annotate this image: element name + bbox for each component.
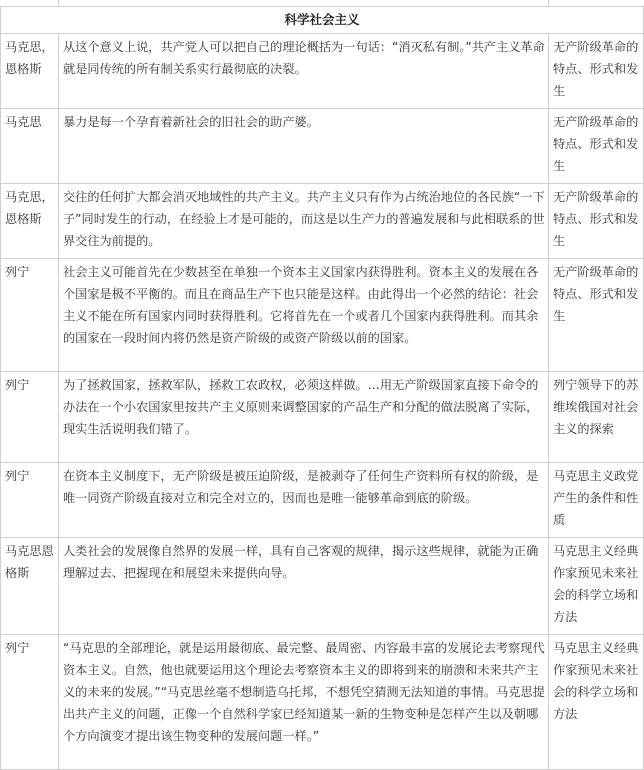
section-title: 科学社会主义 — [1, 7, 644, 34]
table-row — [1, 109, 644, 184]
author-cell: 马克思恩格斯 — [1, 538, 59, 635]
topic-cell: 无产阶级革命的特点、形式和发生 — [549, 34, 644, 109]
topic-cell: 无产阶级革命的特点、形式和发生 — [549, 184, 644, 259]
table-title-row — [1, 7, 644, 34]
topic-cell: 马克思主义经典作家预见未来社会的科学立场和方法 — [549, 538, 644, 635]
author-cell: 列宁 — [1, 259, 59, 372]
quote-cell: 交往的任何扩大都会消灭地域性的共产主义。共产主义只有作为占统治地位的各民族“一下子”同时发生的行动，在经验上才是可能的，而这是以生产力的普遍发展和与此相联系的世界交往为前提的。 — [59, 184, 549, 259]
table-row — [1, 34, 644, 109]
table-row — [1, 184, 644, 259]
table-row — [1, 538, 644, 635]
author-cell: 列宁 — [1, 635, 59, 770]
table-row — [1, 372, 644, 463]
author-cell: 列宁 — [1, 463, 59, 538]
author-cell: 列宁 — [1, 372, 59, 463]
table-row — [1, 259, 644, 372]
quote-cell: 人类社会的发展像自然界的发展一样，具有自己客观的规律，揭示这些规律，就能为正确理解过去、把握现在和展望未来提供向导。 — [59, 538, 549, 635]
topic-cell: 无产阶级革命的特点、形式和发生 — [549, 109, 644, 184]
author-cell: 马克思，恩格斯 — [1, 184, 59, 259]
topic-cell: 无产阶级革命的特点、形式和发生 — [549, 259, 644, 372]
author-cell: 马克思 — [1, 109, 59, 184]
quote-cell: 在资本主义制度下，无产阶级是被压迫阶级，是被剥夺了任何生产资料所有权的阶级，是唯一同资产阶级直接对立和完全对立的，因而也是唯一能够革命到底的阶级。 — [59, 463, 549, 538]
quote-cell: 从这个意义上说，共产党人可以把自己的理论概括为一句话：“消灭私有制。”共产主义革命就是同传统的所有制关系实行最彻底的决裂。 — [59, 34, 549, 109]
table-row — [1, 463, 644, 538]
table-row — [1, 635, 644, 770]
quote-cell: “马克思的全部理论，就是运用最彻底、最完整、最周密、内容最丰富的发展论去考察现代资本主义。自然，他也就要运用这个理论去考察资本主义的即将到来的崩溃和未来共产主义的未来的发展。”“马克思丝毫不想制造乌托邦，不想凭空猜测无法知道的事情。马克思提出共产主义的问题，正像一个自然科学家已经知道某一新的生物变种是怎样产生以及朝哪个方向演变才提出该生物变种的发展问题一样。” — [59, 635, 549, 770]
author-cell: 马克思，恩格斯 — [1, 34, 59, 109]
topic-cell: 马克思主义政党产生的条件和性质 — [549, 463, 644, 538]
topic-cell: 列宁领导下的苏维埃俄国对社会主义的探索 — [549, 372, 644, 463]
topic-cell: 马克思主义经典作家预见未来社会的科学立场和方法 — [549, 635, 644, 770]
quote-cell: 社会主义可能首先在少数甚至在单独一个资本主义国家内获得胜利。资本主义的发展在各个国家是极不平衡的。而且在商品生产下也只能是这样。由此得出一个必然的结论：社会主义不能在所有国家内同时获得胜利。它将首先在一个或者几个国家内获得胜利。而其余的国家在一段时间内将仍然是资产阶级的或资产阶级以前的国家。 — [59, 259, 549, 372]
quote-cell: 暴力是每一个孕育着新社会的旧社会的助产婆。 — [59, 109, 549, 184]
quotes-table — [0, 6, 644, 770]
quote-cell: 为了拯救国家，拯救军队，拯救工农政权，必须这样做。…用无产阶级国家直接下命令的办法在一个小农国家里按共产主义原则来调整国家的产品生产和分配的做法脱离了实际，现实生活说明我们错了。 — [59, 372, 549, 463]
